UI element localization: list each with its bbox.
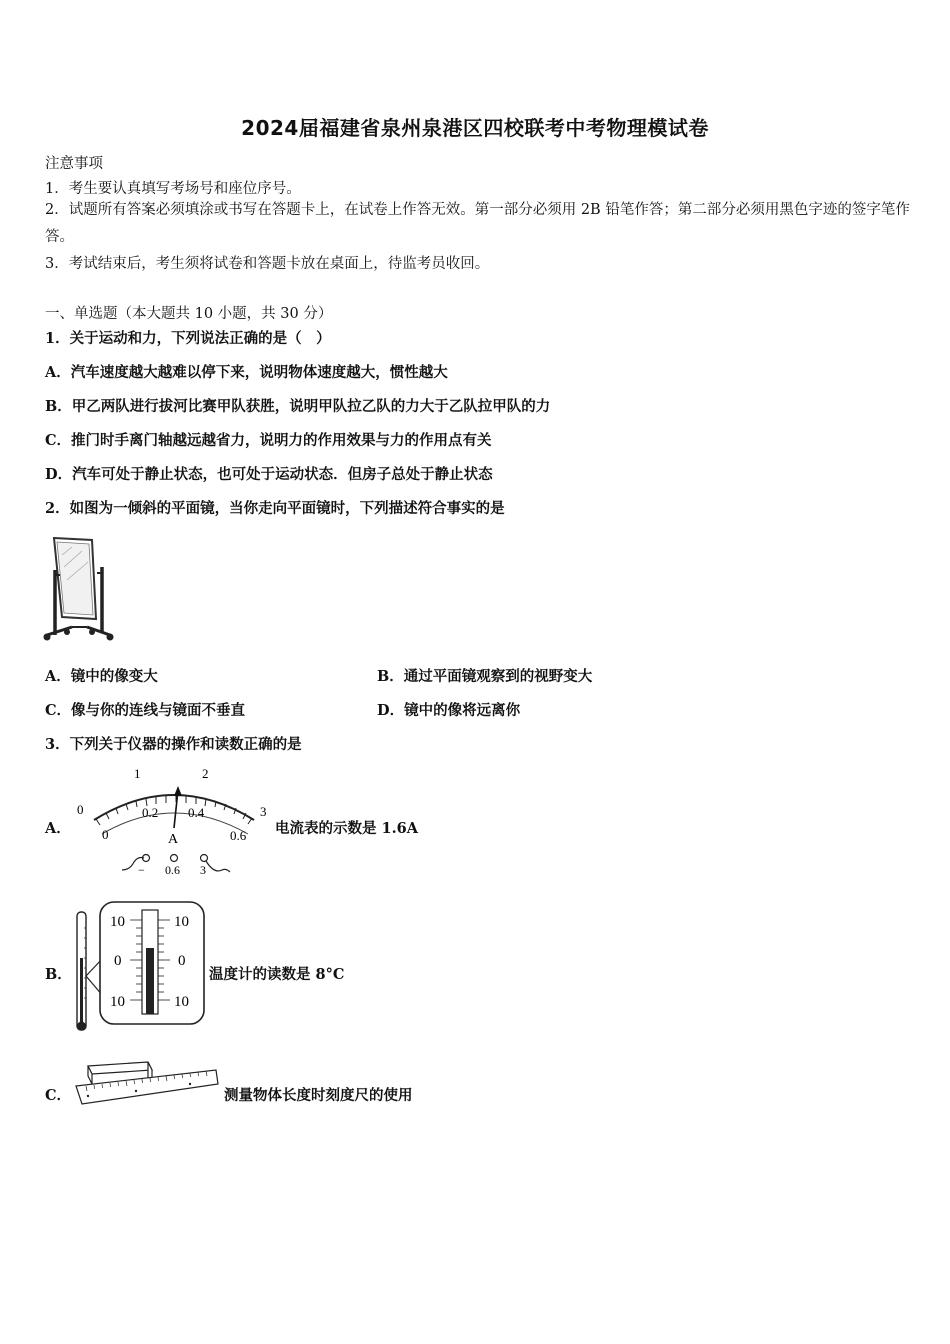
ammeter-outer-tick-3: 3: [260, 804, 267, 819]
thermometer-tick-left-zero: 0: [114, 953, 122, 969]
thermometer-tick-right-zero: 0: [178, 953, 186, 969]
notice-item-2: 2．试题所有答案必须填涂或书写在答题卡上，在试卷上作答无效。第一部分必须用 2B 铅笔作答；第二部分必须用黑色字迹的签字笔作答。: [45, 202, 910, 245]
ammeter-inner-tick-1: 0.2: [142, 805, 159, 820]
ruler-figure: [72, 1058, 222, 1108]
ammeter-outer-tick-1: 1: [134, 766, 141, 781]
q1-option-a: A．汽车速度越大越难以停下来，说明物体速度越大，惯性越大: [45, 364, 448, 381]
q1-option-c: C．推门时手离门轴越远越省力，说明力的作用效果与力的作用点有关: [45, 432, 492, 449]
ammeter-terminal-0-6: 0.6: [165, 863, 180, 877]
ammeter-inner-tick-3: 0.6: [230, 828, 247, 843]
ammeter-inner-tick-2: 0.4: [188, 805, 205, 820]
ammeter-figure: [72, 762, 272, 880]
thermometer-tick-left-bottom: 10: [110, 994, 125, 1010]
ammeter-outer-tick-0: 0: [77, 802, 84, 817]
q3-option-c-label: C．: [45, 1087, 72, 1104]
q1-stem: 1．关于运动和力，下列说法正确的是（ ）: [45, 330, 331, 347]
q2-stem: 2．如图为一倾斜的平面镜，当你走向平面镜时，下列描述符合事实的是: [45, 500, 505, 517]
ammeter-inner-tick-0: 0: [102, 827, 109, 842]
notice-item-3: 3．考试结束后，考生须将试卷和答题卡放在桌面上，待监考员收回。: [45, 256, 490, 272]
q2-option-d: D．镜中的像将远离你: [377, 702, 521, 719]
q3-option-b-label: B．: [45, 966, 72, 983]
ammeter-outer-tick-2: 2: [202, 766, 209, 781]
q3-option-b-text: 温度计的读数是 8°C: [209, 966, 345, 983]
q2-option-c: C．像与你的连线与镜面不垂直: [45, 702, 246, 719]
tilted-mirror-figure: [42, 535, 116, 645]
q3-option-c-text: 测量物体长度时刻度尺的使用: [224, 1087, 413, 1104]
q1-option-d: D．汽车可处于静止状态，也可处于运动状态．但房子总处于静止状态: [45, 466, 493, 483]
thermometer-tick-left-top: 10: [110, 914, 125, 930]
ammeter-unit: A: [168, 832, 179, 847]
notice-item-1: 1．考生要认真填写考场号和座位序号。: [45, 181, 301, 197]
q2-option-b: B．通过平面镜观察到的视野变大: [377, 668, 593, 685]
q3-option-a-text: 电流表的示数是 1.6A: [275, 820, 419, 837]
thermometer-figure: [70, 898, 210, 1036]
thermometer-tick-right-bottom: 10: [174, 994, 189, 1010]
ammeter-terminal-3: 3: [200, 863, 206, 877]
exam-title: 2024届福建省泉州泉港区四校联考中考物理模试卷: [241, 116, 709, 140]
q3-option-a-label: A．: [45, 820, 71, 837]
notice-heading: 注意事项: [45, 156, 103, 172]
q2-option-a: A．镜中的像变大: [45, 668, 158, 685]
section-heading: 一、单选题（本大题共 10 小题，共 30 分）: [45, 306, 333, 322]
thermometer-tick-right-top: 10: [174, 914, 189, 930]
ammeter-terminal-negative: −: [138, 863, 145, 877]
q3-stem: 3．下列关于仪器的操作和读数正确的是: [45, 736, 302, 753]
q1-option-b: B．甲乙两队进行拔河比赛甲队获胜，说明甲队拉乙队的力大于乙队拉甲队的力: [45, 398, 551, 415]
